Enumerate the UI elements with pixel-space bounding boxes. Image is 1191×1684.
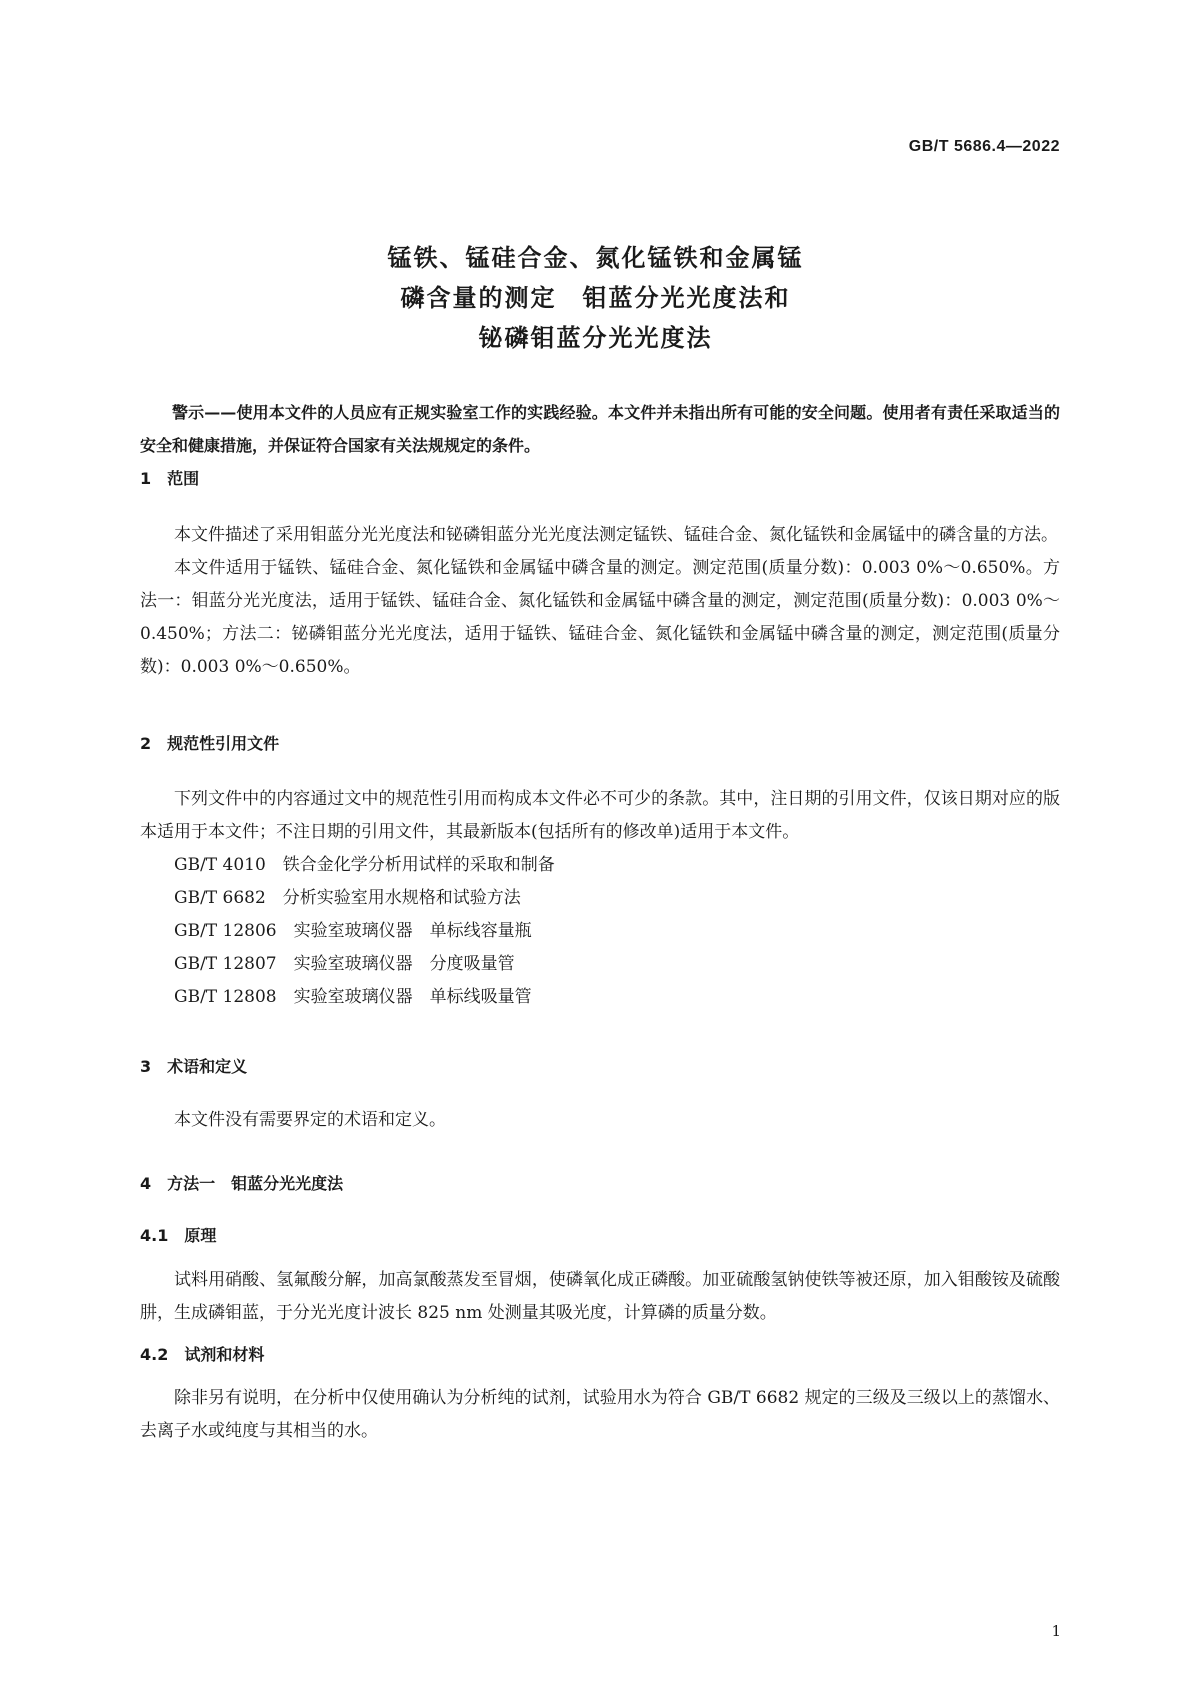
section-1-paragraph-2: 本文件适用于锰铁、锰硅合金、氮化锰铁和金属锰中磷含量的测定。测定范围(质量分数)：0.003 0%～0.650%。方法一：钼蓝分光光度法，适用于锰铁、锰硅合金、氮化锰铁和金属锰中磷含量的测定，测定范围(质量分数)：0.003 0%～0.450%；方法二：铋磷钼蓝分光光度法，适用于锰铁、锰硅合金、氮化锰铁和金属锰中磷含量的测定，测定范围(质量分数)：0.003 0%～0.650%。 bbox=[140, 558, 1060, 677]
section-2-paragraph-1: 下列文件中的内容通过文中的规范性引用而构成本文件必不可少的条款。其中，注日期的引用文件，仅该日期对应的版本适用于本文件；不注日期的引用文件，其最新版本(包括所有的修改单)适用于本文件。 bbox=[140, 789, 1060, 842]
page-number: 1 bbox=[1051, 1622, 1061, 1640]
section-4-heading: 4 方法一 钼蓝分光光度法 bbox=[140, 1174, 344, 1193]
title-line-1: 锰铁、锰硅合金、氮化锰铁和金属锰 bbox=[387, 244, 804, 272]
section-2-heading: 2 规范性引用文件 bbox=[140, 734, 280, 753]
section-3-heading: 3 术语和定义 bbox=[140, 1057, 248, 1076]
section-4-1-paragraph: 试料用硝酸、氢氟酸分解，加高氯酸蒸发至冒烟，使磷氧化成正磷酸。加亚硫酸氢钠使铁等被还原，加入钼酸铵及硫酸肼，生成磷钼蓝，于分光光度计波长 825 nm 处测量其吸光度，计算磷的质量分数。 bbox=[140, 1270, 1060, 1323]
reference-item: GB/T 12808 实验室玻璃仪器 单标线吸量管 bbox=[174, 987, 532, 1007]
section-4-2-heading: 4.2 试剂和材料 bbox=[140, 1345, 265, 1364]
section-3-paragraph-1: 本文件没有需要界定的术语和定义。 bbox=[174, 1110, 446, 1130]
reference-item: GB/T 12807 实验室玻璃仪器 分度吸量管 bbox=[174, 954, 515, 974]
section-3-body bbox=[140, 1104, 1060, 1137]
reference-item: GB/T 4010 铁合金化学分析用试样的采取和制备 bbox=[174, 855, 555, 875]
section-2-body bbox=[140, 783, 1060, 1014]
section-4-1-body bbox=[140, 1264, 1060, 1330]
section-4-1-heading: 4.1 原理 bbox=[140, 1226, 217, 1245]
reference-item: GB/T 12806 实验室玻璃仪器 单标线容量瓶 bbox=[174, 921, 532, 941]
standard-code: GB/T 5686.4—2022 bbox=[908, 138, 1060, 155]
reference-item: GB/T 6682 分析实验室用水规格和试验方法 bbox=[174, 888, 521, 908]
section-1-heading: 1 范围 bbox=[140, 469, 200, 488]
section-1-paragraph-1: 本文件描述了采用钼蓝分光光度法和铋磷钼蓝分光光度法测定锰铁、锰硅合金、氮化锰铁和金属锰中的磷含量的方法。 bbox=[174, 525, 1058, 545]
document-title bbox=[0, 238, 1191, 358]
section-4-2-body bbox=[140, 1382, 1060, 1448]
section-1-body bbox=[140, 519, 1060, 684]
warning-paragraph: 警示——使用本文件的人员应有正规实验室工作的实践经验。本文件并未指出所有可能的安全问题。使用者有责任采取适当的安全和健康措施，并保证符合国家有关法规规定的条件。 bbox=[140, 403, 1060, 455]
section-4-2-paragraph: 除非另有说明，在分析中仅使用确认为分析纯的试剂，试验用水为符合 GB/T 6682 规定的三级及三级以上的蒸馏水、去离子水或纯度与其相当的水。 bbox=[140, 1388, 1060, 1441]
title-line-3: 铋磷钼蓝分光光度法 bbox=[478, 324, 713, 352]
title-line-2: 磷含量的测定 钼蓝分光光度法和 bbox=[400, 284, 791, 312]
